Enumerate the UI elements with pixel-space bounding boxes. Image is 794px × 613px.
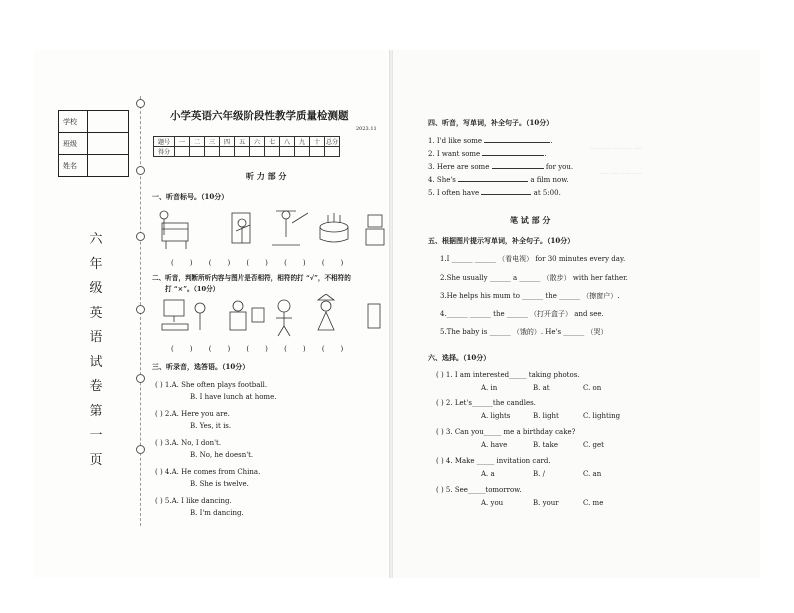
cleaning-picture-icon	[232, 213, 250, 243]
info-label-class: 班级	[59, 133, 88, 155]
vertical-page-title: 六 年 级 英 语 试 卷 第 一 页	[89, 232, 103, 468]
q6-item-2-opt-a: A. lights	[481, 412, 511, 420]
q3-item-1-b: B. I have lunch at home.	[190, 393, 277, 401]
q6-item-5-opt-c: C. me	[583, 499, 604, 507]
q2-answer-row: ( ) ( ) ( ) ( ) ( )	[171, 345, 344, 353]
q1-heading: 一、听音标号。（10分）	[152, 192, 229, 201]
written-section-title: 笔 试 部 分	[510, 215, 551, 225]
q3-item-5-b: B. I'm dancing.	[190, 509, 244, 517]
q3-heading: 三、听录音，选答语。（10分）	[152, 362, 250, 371]
q6-item-2: ( ) 2. Let's______the candles.	[436, 399, 536, 407]
reading-picture-icon	[230, 301, 264, 330]
cake-picture-icon	[320, 213, 348, 242]
info-label-school: 学校	[59, 111, 88, 133]
q6-item-1-opt-a: A. in	[481, 384, 498, 392]
robot-picture-icon	[366, 215, 384, 245]
girl-picture-icon	[318, 294, 334, 330]
q3-item-3-a: ( ) 3.A. No, I don't.	[155, 439, 222, 447]
binding-hole	[136, 374, 145, 383]
q3-item-3-b: B. No, he doesn't.	[190, 451, 254, 459]
q6-item-2-opt-c: C. lighting	[583, 412, 621, 420]
q6-item-3-opt-c: C. get	[583, 441, 604, 449]
q4-item-5: 5. I often have at 5:00.	[428, 189, 561, 197]
q6-item-3-opt-a: A. have	[481, 441, 508, 449]
binding-hole	[136, 166, 145, 175]
q2-heading: 二、听音，判断所听内容与图片是否相符，相符的打 “√”，不相符的	[152, 274, 351, 282]
score-table: 题号 一 二 三 四 五 六 七 八 九 十 总分 得分	[153, 136, 340, 157]
q6-item-1-opt-b: B. at	[533, 384, 550, 392]
q6-item-3-opt-b: B. take	[533, 441, 558, 449]
q6-item-4-opt-a: A. a	[481, 470, 495, 478]
name-field[interactable]	[88, 155, 129, 177]
q4-heading: 四、听音，写单词，补全句子。（10分）	[428, 118, 554, 127]
q1-answer-row: ( ) ( ) ( ) ( ) ( )	[171, 259, 344, 267]
q6-item-4: ( ) 4. Make _____ invitation card.	[436, 457, 551, 465]
boy-picture-icon	[276, 300, 292, 336]
q3-item-2-a: ( ) 2.A. Here you are.	[155, 410, 230, 418]
binding-hole	[136, 305, 145, 314]
q6-item-4-opt-b: B. /	[533, 470, 545, 478]
q5-item-2: 2.She usually ______ a ______ （散步） with her father.	[440, 274, 628, 282]
q3-item-2-b: B. Yes, it is.	[190, 422, 232, 430]
q6-item-1: ( ) 1. I am interested_____ taking photos.	[436, 371, 580, 379]
q4-item-1: 1. I'd like some .	[428, 137, 553, 145]
bleed-through-text: ___ ___ ___ ___	[600, 167, 642, 174]
school-field[interactable]	[88, 111, 129, 133]
picture5-icon	[368, 304, 380, 328]
q3-item-4-b: B. She is twelve.	[190, 480, 249, 488]
q1-pictures	[150, 205, 390, 253]
q6-item-1-opt-c: C. on	[583, 384, 602, 392]
q3-item-5-a: ( ) 5.A. I like dancing.	[155, 497, 232, 505]
exam-code: 2023.11	[356, 126, 377, 132]
q6-item-5-opt-a: A. you	[481, 499, 504, 507]
q5-item-4: 4.______ ______ the ______ （打开盒子） and see.	[440, 310, 604, 318]
q5-item-3: 3.He helps his mum to ______ the ______ （擦窗户）.	[440, 292, 620, 300]
q5-item-5: 5.The baby is ______ （饿的）. He's ______ （哭）	[440, 328, 608, 336]
q4-item-4: 4. She's a film now.	[428, 176, 569, 184]
listening-section-title: 听 力 部 分	[246, 171, 287, 181]
student-info-table	[58, 110, 129, 177]
info-label-name: 姓名	[59, 155, 88, 177]
q6-item-2-opt-b: B. light	[533, 412, 559, 420]
q6-heading: 六、选择。（10分）	[428, 353, 491, 362]
q6-item-3: ( ) 3. Can you_____ me a birthday cake?	[436, 428, 576, 436]
q2-heading-line2: 打 “×”。（10分）	[165, 285, 220, 293]
q4-item-3: 3. Here are some for you.	[428, 163, 574, 171]
q6-item-4-opt-c: C. an	[583, 470, 602, 478]
q5-heading: 五、根据图片提示写单词，补全句子。（10分）	[428, 236, 575, 245]
q6-item-5-opt-b: B. your	[533, 499, 559, 507]
class-field[interactable]	[88, 133, 129, 155]
q3-item-4-a: ( ) 4.A. He comes from China.	[155, 468, 261, 476]
binding-hole	[136, 232, 145, 241]
q5-item-1: 1.I ______ ______ （看电视） for 30 minutes every day.	[440, 255, 626, 263]
bleed-through-text: ___ ___ ___ ___ ___	[590, 142, 643, 149]
q3-item-1-a: ( ) 1.A. She often plays football.	[155, 381, 268, 389]
computer-picture-icon	[162, 300, 205, 330]
piano-picture-icon	[160, 211, 188, 249]
binding-hole	[136, 99, 145, 108]
exam-title: 小学英语六年级阶段性教学质量检测题	[170, 110, 349, 122]
q4-item-2: 2. I want some .	[428, 150, 547, 158]
q2-pictures	[158, 294, 390, 338]
fishing-picture-icon	[272, 211, 308, 245]
q6-item-5: ( ) 5. See_____tomorrow.	[436, 486, 522, 494]
binding-hole	[136, 445, 145, 454]
